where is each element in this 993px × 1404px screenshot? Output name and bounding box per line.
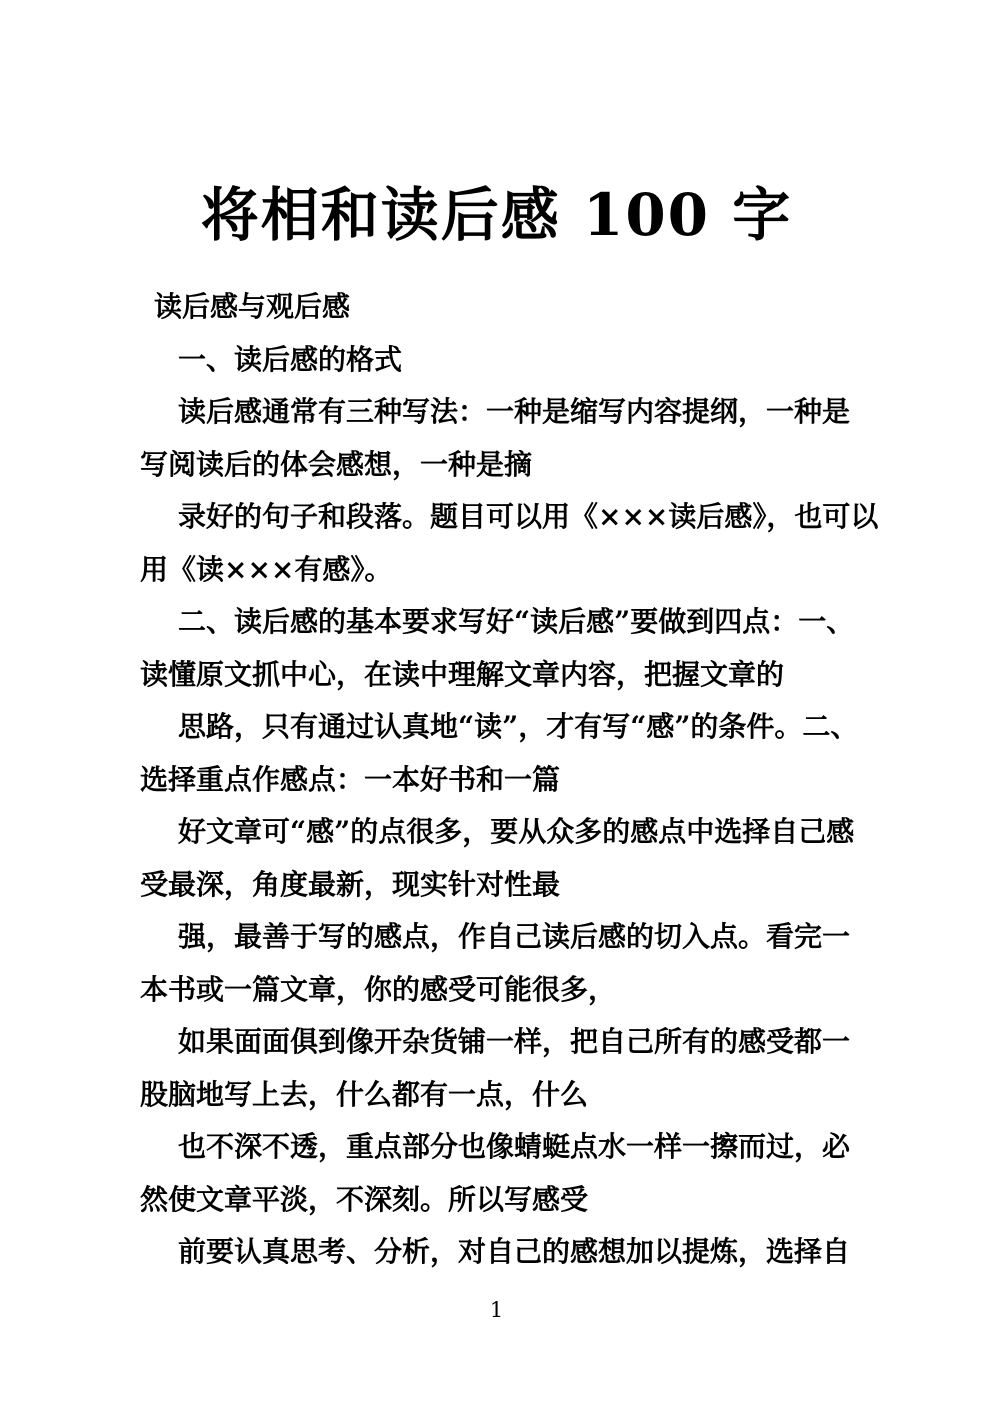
text-line: 强，最善于写的感点，作自己读后感的切入点。看完一 — [178, 920, 851, 953]
text-line: 如果面面俱到像开杂货铺一样，把自己所有的感受都一 — [178, 1025, 851, 1058]
text-line: 读后感通常有三种写法：一种是缩写内容提纲，一种是 — [178, 395, 851, 428]
text-line: 然使文章平淡，不深刻。所以写感受 — [140, 1182, 589, 1216]
text-line: 读后感与观后感 — [154, 290, 351, 323]
text-line: 也不深不透，重点部分也像蜻蜓点水一样一擦而过，必 — [178, 1130, 851, 1163]
text-line: 好文章可“感”的点很多，要从众多的感点中选择自己感 — [178, 815, 855, 848]
document-title: 将相和读后感 100 字 — [200, 181, 793, 249]
text-line: 选择重点作感点：一本好书和一篇 — [140, 762, 561, 796]
page-number: 1 — [489, 1298, 504, 1322]
text-line: 股脑地写上去，什么都有一点，什么 — [140, 1077, 589, 1111]
text-line: 录好的句子和段落。题目可以用《×××读后感》，也可以 — [178, 500, 879, 533]
text-line: 读懂原文抓中心，在读中理解文章内容，把握文章的 — [140, 657, 785, 691]
text-line: 二、读后感的基本要求写好“读后感”要做到四点：一、 — [178, 605, 855, 638]
text-line: 受最深，角度最新，现实针对性最 — [140, 867, 561, 901]
text-line: 一、读后感的格式 — [178, 342, 403, 376]
text-line: 思路，只有通过认真地“读”，才有写“感”的条件。二、 — [178, 710, 859, 743]
text-line: 写阅读后的体会感想，一种是摘 — [140, 447, 533, 481]
document-body — [140, 281, 879, 1279]
text-line: 前要认真思考、分析，对自己的感想加以提炼，选择自 — [178, 1235, 851, 1268]
text-line: 本书或一篇文章，你的感受可能很多， — [140, 972, 617, 1006]
text-line: 用《读×××有感》。 — [140, 552, 393, 586]
